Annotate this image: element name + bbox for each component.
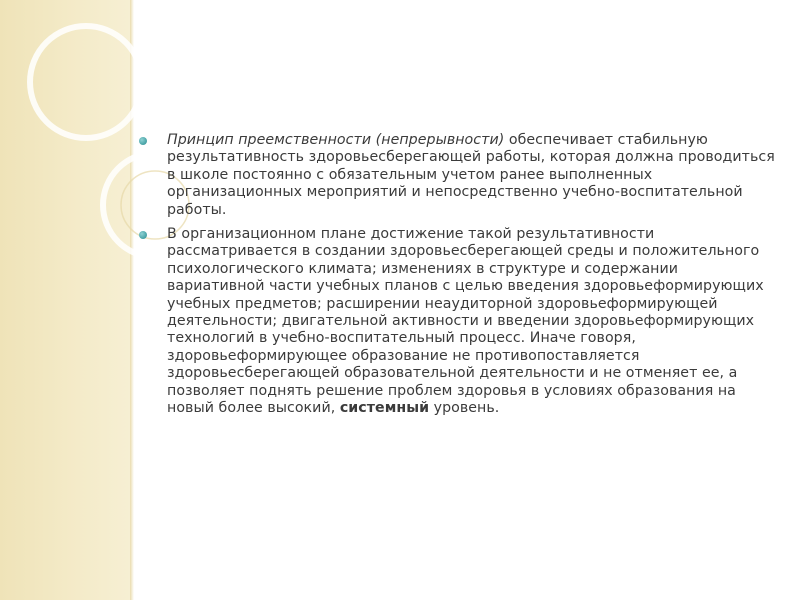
bullet-text: обеспечивает стабильную результативность здоровьесберегающей работы, которая должна проводиться в школе постоянно с обязательным учетом ранее выполненных организационных мероприятий и непосредственно учебно-воспитательной работы. (167, 132, 775, 218)
bullet-icon (139, 231, 147, 239)
bullet-icon (139, 137, 147, 145)
bullet-text: В организационном плане достижение такой результативности рассматривается в создании здоровьесберегающей среды и положительного психологического климата; изменениях в структуре и содержании вариативной части учебных планов с целью введения здоровьеформирующих учебных предметов; расширении неаудиторной здоровьеформирующей деятельности; двигательной активности и введении здоровьеформирующих технологий в учебно-воспитательный процесс. Иначе говоря, здоровьеформирующее образование не противопоставляется здоровьесберегающей образовательной деятельности и не отменяет ее, а позволяет поднять решение проблем здоровья в условиях образования на новый более высокий, (167, 226, 764, 417)
slide-body (139, 132, 779, 425)
principle-term: Принцип преемственности (непрерывности) (167, 132, 505, 148)
bullet-tail: уровень. (429, 400, 500, 417)
emphasis-term: системный (339, 400, 430, 417)
bullet-item-2 (139, 226, 779, 417)
bullet-item-1 (139, 132, 779, 219)
